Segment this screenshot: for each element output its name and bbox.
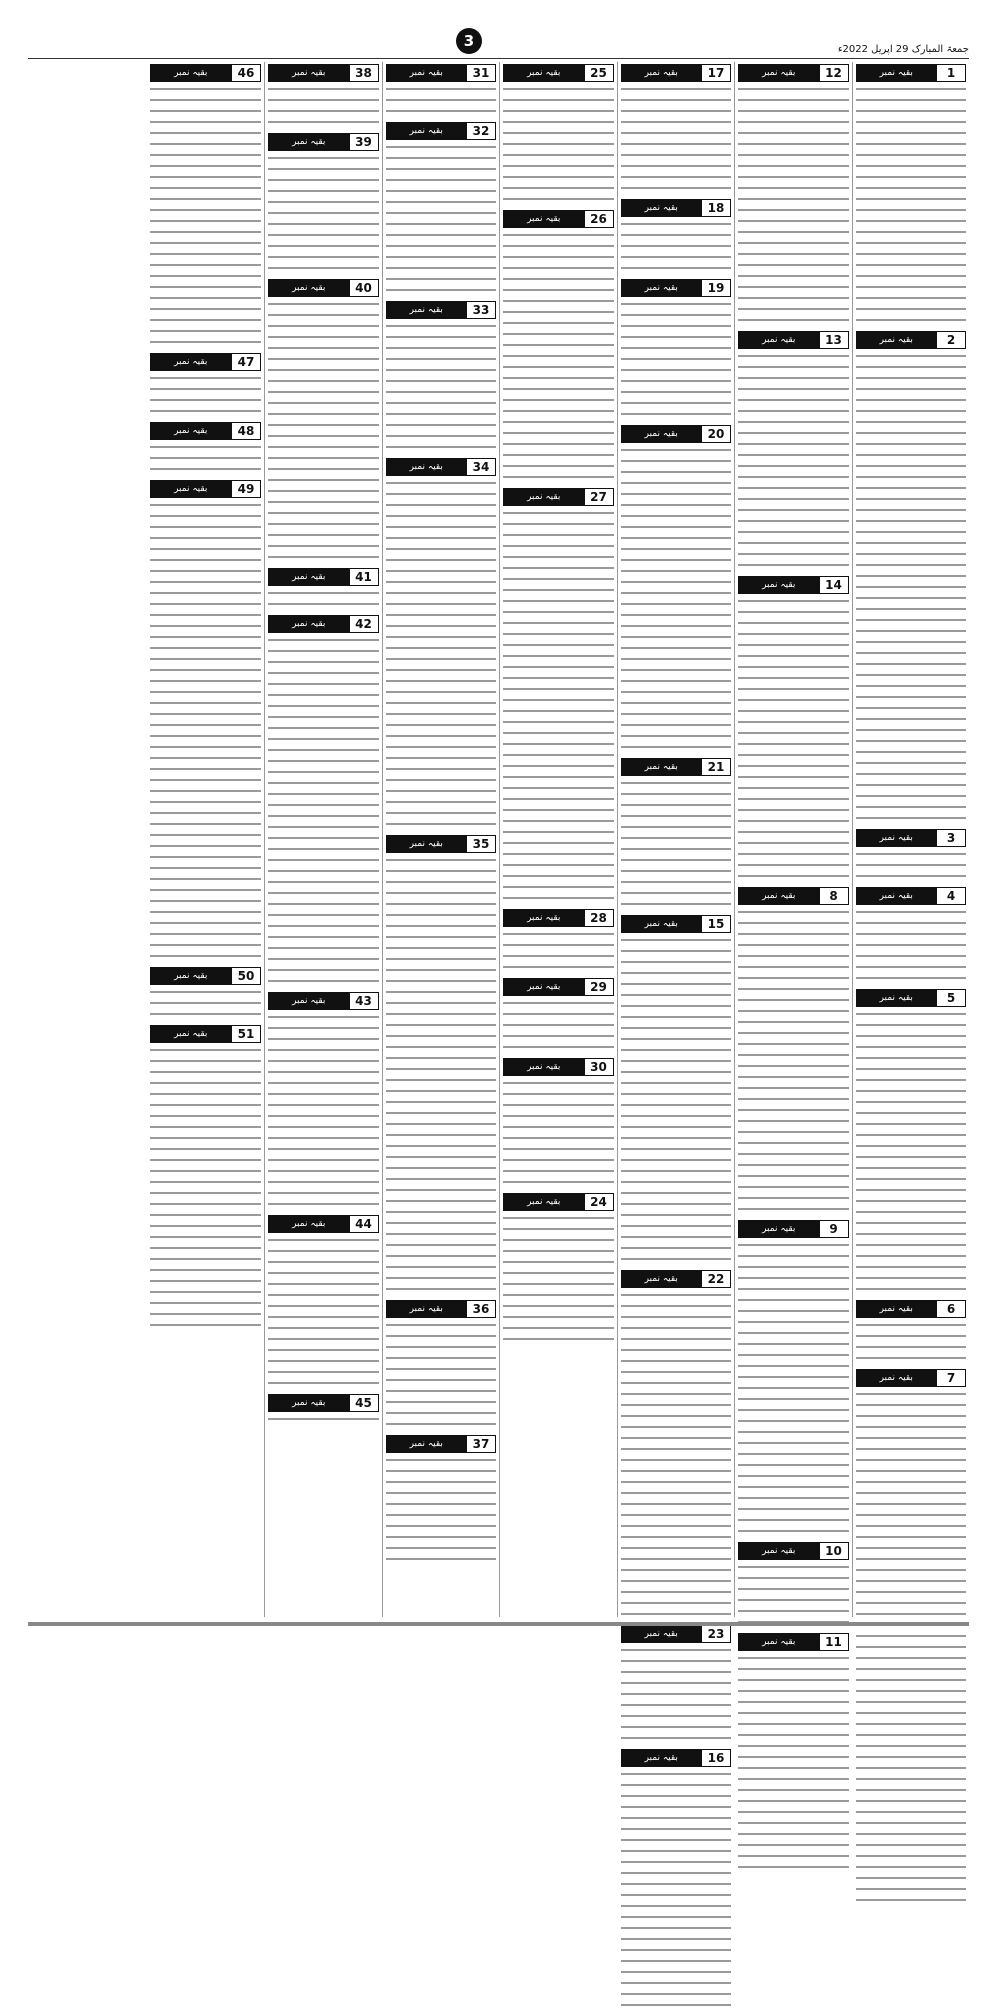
continuation-number: 16 (701, 1750, 730, 1766)
continuation-item (386, 64, 497, 118)
newspaper-page (28, 28, 969, 1765)
continuation-number: 47 (231, 354, 260, 370)
continuation-label: بقیہ نمبر (622, 200, 702, 216)
continuation-header (268, 615, 379, 633)
continuation-item (503, 488, 614, 905)
continuation-number: 38 (349, 65, 378, 81)
continuation-number: 44 (349, 1216, 378, 1232)
continuation-label: بقیہ نمبر (857, 1370, 937, 1386)
continuation-label: بقیہ نمبر (622, 65, 702, 81)
continuation-number: 37 (466, 1436, 495, 1452)
continuation-number: 43 (349, 993, 378, 1009)
continuation-header (621, 915, 732, 933)
continuation-body-text (856, 85, 967, 327)
continuation-number: 29 (584, 979, 613, 995)
continuation-number: 31 (466, 65, 495, 81)
continuation-body-text (268, 636, 379, 988)
continuation-item (738, 64, 849, 327)
continuation-body-text (738, 1654, 849, 1874)
continuation-label: بقیہ نمبر (387, 1436, 467, 1452)
continuation-item (386, 1300, 497, 1431)
continuation-body-text (856, 908, 967, 985)
continuation-body-text (386, 1456, 497, 1566)
continuation-item (150, 353, 262, 418)
continuation-number: 28 (584, 910, 613, 926)
continuation-item (150, 64, 262, 349)
continuation-item (856, 887, 967, 985)
continuation-label: بقیہ نمبر (739, 888, 819, 904)
continuation-item (621, 1749, 732, 2012)
continuation-item (738, 576, 849, 883)
continuation-item (621, 425, 732, 754)
continuation-number: 33 (466, 302, 495, 318)
continuation-number: 46 (231, 65, 260, 81)
continuation-item (503, 1058, 614, 1189)
continuation-label: بقیہ نمبر (857, 332, 937, 348)
continuation-label: بقیہ نمبر (151, 481, 232, 497)
continuation-header (856, 829, 967, 847)
continuation-item (386, 301, 497, 454)
continuation-body-text (621, 85, 732, 195)
continuation-item (856, 331, 967, 825)
continuation-body-text (503, 85, 614, 206)
continuation-header (386, 1300, 497, 1318)
continuation-header (386, 1435, 497, 1453)
continuation-number: 39 (349, 134, 378, 150)
continuation-item (856, 1300, 967, 1365)
continuation-header (738, 887, 849, 905)
continuation-item (856, 64, 967, 327)
continuation-body-text (856, 850, 967, 883)
page-header (28, 28, 969, 59)
continuation-number: 35 (466, 836, 495, 852)
continuation-item (856, 1369, 967, 1907)
continuation-number: 32 (466, 123, 495, 139)
continuation-number: 15 (701, 916, 730, 932)
continuation-item (621, 64, 732, 195)
continuation-header (856, 64, 967, 82)
continuation-label: بقیہ نمبر (622, 1271, 702, 1287)
continuation-item (856, 829, 967, 883)
column-3 (617, 62, 735, 1765)
continuation-header (150, 422, 262, 440)
continuation-label: بقیہ نمبر (151, 1026, 232, 1042)
continuation-label: بقیہ نمبر (151, 65, 232, 81)
continuation-body-text (503, 1214, 614, 1346)
continuation-header (856, 1300, 967, 1318)
continuation-header (621, 279, 732, 297)
continuation-number: 45 (349, 1395, 378, 1411)
continuation-item (268, 615, 379, 988)
continuation-header (386, 64, 497, 82)
continuation-body-text (150, 988, 262, 1021)
continuation-number: 11 (819, 1634, 848, 1650)
continuation-item (268, 568, 379, 611)
continuation-body-text (503, 509, 614, 905)
continuation-number: 3 (936, 830, 965, 846)
continuation-item (268, 1394, 379, 1426)
continuation-number: 27 (584, 489, 613, 505)
continuation-header (621, 1270, 732, 1288)
continuation-header (268, 279, 379, 297)
continuation-body-text (503, 231, 614, 484)
continuation-item (150, 967, 262, 1021)
continuation-label: بقیہ نمبر (269, 569, 349, 585)
continuation-body-text (268, 154, 379, 275)
continuation-label: بقیہ نمبر (504, 979, 584, 995)
continuation-item (503, 64, 614, 206)
continuation-label: بقیہ نمبر (857, 888, 937, 904)
continuation-number: 25 (584, 65, 613, 81)
continuation-item (738, 1542, 849, 1629)
continuation-label: بقیہ نمبر (622, 426, 702, 442)
continuation-body-text (386, 1321, 497, 1431)
continuation-number: 26 (584, 211, 613, 227)
continuation-label: بقیہ نمبر (857, 990, 937, 1006)
continuation-number: 24 (584, 1194, 613, 1210)
continuation-number: 30 (584, 1059, 613, 1075)
continuation-body-text (738, 597, 849, 883)
continuation-label: بقیہ نمبر (387, 65, 467, 81)
continuation-header (503, 909, 614, 927)
continuation-body-text (150, 443, 262, 476)
continuation-body-text (621, 300, 732, 421)
continuation-header (503, 978, 614, 996)
continuation-label: بقیہ نمبر (269, 134, 349, 150)
continuation-body-text (386, 143, 497, 297)
continuation-header (386, 301, 497, 319)
continuation-body-text (503, 930, 614, 974)
continuation-header (150, 1025, 262, 1043)
continuation-body-text (738, 352, 849, 572)
continuation-number: 17 (701, 65, 730, 81)
continuation-number: 48 (231, 423, 260, 439)
continuation-label: بقیہ نمبر (739, 1634, 819, 1650)
continuation-label: بقیہ نمبر (504, 489, 584, 505)
continuation-body-text (268, 1236, 379, 1390)
issue-date: جمعۃ المبارک 29 اپریل 2022ء (837, 44, 969, 55)
continuation-item (738, 1633, 849, 1874)
continuation-body-text (503, 1079, 614, 1189)
continuation-number: 13 (819, 332, 848, 348)
continuation-item (621, 758, 732, 911)
continuation-body-text (738, 1241, 849, 1538)
continuation-item (621, 1270, 732, 1621)
continuation-body-text (150, 1046, 262, 1332)
continuation-number: 22 (701, 1271, 730, 1287)
continuation-item (386, 122, 497, 297)
continuation-body-text (386, 479, 497, 831)
continuation-label: بقیہ نمبر (739, 332, 819, 348)
continuation-body-text (621, 936, 732, 1266)
continuation-item (503, 909, 614, 974)
continuation-body-text (738, 1563, 849, 1629)
continuation-number: 40 (349, 280, 378, 296)
continuation-header (621, 199, 732, 217)
continuation-header (738, 331, 849, 349)
continuation-item (621, 1625, 732, 1745)
continuation-item (738, 1220, 849, 1538)
continuation-body-text (738, 85, 849, 327)
continuation-header (856, 989, 967, 1007)
continuation-body-text (386, 856, 497, 1296)
continuation-number: 19 (701, 280, 730, 296)
continuation-number: 23 (701, 1626, 730, 1642)
continuation-number: 10 (819, 1543, 848, 1559)
continuation-label: بقیہ نمبر (387, 459, 467, 475)
continuation-item (386, 1435, 497, 1566)
continuation-header (621, 758, 732, 776)
continuation-label: بقیہ نمبر (269, 1216, 349, 1232)
continuation-body-text (856, 352, 967, 825)
continuation-label: بقیہ نمبر (857, 830, 937, 846)
column-6 (264, 62, 382, 1617)
continuation-number: 49 (231, 481, 260, 497)
continuation-number: 42 (349, 616, 378, 632)
continuation-body-text (386, 85, 497, 118)
continuation-header (386, 835, 497, 853)
continuation-number: 36 (466, 1301, 495, 1317)
continuation-number: 14 (819, 577, 848, 593)
continuation-header (268, 1394, 379, 1412)
continuation-header (503, 1058, 614, 1076)
continuation-label: بقیہ نمبر (151, 354, 232, 370)
continuation-item (386, 458, 497, 831)
continuation-number: 41 (349, 569, 378, 585)
continuation-header (621, 425, 732, 443)
continuation-body-text (503, 999, 614, 1054)
continuation-header (856, 887, 967, 905)
continuation-body-text (268, 300, 379, 564)
continuation-label: بقیہ نمبر (857, 1301, 937, 1317)
continuation-body-text (268, 1013, 379, 1211)
continuation-header (268, 64, 379, 82)
continuation-number: 12 (819, 65, 848, 81)
continuation-header (150, 64, 262, 82)
continuation-label: بقیہ نمبر (739, 1221, 819, 1237)
continuation-header (856, 1369, 967, 1387)
continuation-body-text (856, 1321, 967, 1365)
continuation-header (621, 64, 732, 82)
continuation-item (503, 210, 614, 484)
continuation-item (268, 64, 379, 129)
column-2 (734, 62, 852, 1649)
continuation-header (386, 122, 497, 140)
continuation-header (738, 64, 849, 82)
continuation-label: بقیہ نمبر (387, 302, 467, 318)
continuation-number: 5 (936, 990, 965, 1006)
continuation-label: بقیہ نمبر (269, 616, 349, 632)
continuation-body-text (268, 589, 379, 611)
continuation-label: بقیہ نمبر (622, 759, 702, 775)
continuation-item (738, 331, 849, 572)
continuation-header (621, 1749, 732, 1767)
continuation-header (268, 992, 379, 1010)
continuation-header (503, 210, 614, 228)
column-7 (147, 62, 265, 1617)
continuation-header (503, 488, 614, 506)
continuation-label: بقیہ نمبر (269, 280, 349, 296)
continuation-header (268, 133, 379, 151)
column-5 (382, 62, 500, 1617)
continuation-body-text (150, 85, 262, 349)
continuation-body-text (621, 779, 732, 911)
continuation-label: بقیہ نمبر (504, 65, 584, 81)
continuation-label: بقیہ نمبر (622, 1626, 702, 1642)
continuation-body-text (856, 1390, 967, 1907)
continuation-label: بقیہ نمبر (622, 916, 702, 932)
continuation-item (268, 279, 379, 564)
continuation-header (738, 576, 849, 594)
continuation-label: بقیہ نمبر (151, 423, 232, 439)
continuation-label: بقیہ نمبر (504, 1059, 584, 1075)
continuation-item (621, 199, 732, 275)
continuation-label: بقیہ نمبر (739, 65, 819, 81)
continuation-item (738, 887, 849, 1216)
continuation-number: 34 (466, 459, 495, 475)
continuation-item (386, 835, 497, 1296)
continuation-label: بقیہ نمبر (269, 65, 349, 81)
continuation-item (268, 992, 379, 1211)
continuation-body-text (621, 446, 732, 754)
continuation-label: بقیہ نمبر (387, 123, 467, 139)
continuation-number: 21 (701, 759, 730, 775)
continuation-body-text (268, 1415, 379, 1426)
continuation-label: بقیہ نمبر (504, 1194, 584, 1210)
continuation-body-text (621, 1291, 732, 1621)
continuation-item (856, 989, 967, 1296)
continuation-header (621, 1625, 732, 1643)
continuation-body-text (856, 1010, 967, 1296)
continuation-header (738, 1220, 849, 1238)
continuation-body-text (386, 322, 497, 454)
continuation-label: بقیہ نمبر (622, 1750, 702, 1766)
continuation-number: 6 (936, 1301, 965, 1317)
continuation-header (150, 967, 262, 985)
continuation-label: بقیہ نمبر (269, 993, 349, 1009)
continuation-item (150, 422, 262, 476)
continuation-number: 7 (936, 1370, 965, 1386)
continuation-number: 18 (701, 200, 730, 216)
continuation-body-text (621, 1646, 732, 1745)
continuation-label: بقیہ نمبر (269, 1395, 349, 1411)
continuation-number: 2 (936, 332, 965, 348)
continuation-label: بقیہ نمبر (151, 968, 232, 984)
continuation-label: بقیہ نمبر (504, 211, 584, 227)
bottom-rule (28, 1622, 969, 1626)
continuation-item (503, 1193, 614, 1346)
continuation-item (503, 978, 614, 1054)
continuation-number: 4 (936, 888, 965, 904)
continuation-header (268, 568, 379, 586)
continuation-header (150, 480, 262, 498)
continuation-body-text (150, 501, 262, 963)
continuation-body-text (621, 220, 732, 275)
continuation-header (268, 1215, 379, 1233)
continuation-body-text (621, 1770, 732, 2012)
continuation-label: بقیہ نمبر (739, 577, 819, 593)
continuation-body-text (738, 908, 849, 1216)
continuation-label: بقیہ نمبر (622, 280, 702, 296)
continuation-number: 1 (936, 65, 965, 81)
continuation-header (503, 64, 614, 82)
column-4 (499, 62, 617, 1617)
continuation-number: 9 (819, 1221, 848, 1237)
continuation-header (856, 331, 967, 349)
continuation-item (268, 1215, 379, 1390)
continuation-item (621, 279, 732, 421)
continuation-body-text (268, 85, 379, 129)
continuation-header (386, 458, 497, 476)
continuation-number: 20 (701, 426, 730, 442)
continuation-label: بقیہ نمبر (387, 836, 467, 852)
columns-area (28, 62, 969, 1765)
continuation-item (621, 915, 732, 1266)
column-1 (852, 62, 970, 1617)
continuation-label: بقیہ نمبر (387, 1301, 467, 1317)
continuation-item (268, 133, 379, 275)
continuation-header (150, 353, 262, 371)
continuation-label: بقیہ نمبر (857, 65, 937, 81)
continuation-body-text (150, 374, 262, 418)
continuation-header (738, 1542, 849, 1560)
continuation-number: 8 (819, 888, 848, 904)
continuation-label: بقیہ نمبر (504, 910, 584, 926)
continuation-item (150, 480, 262, 963)
continuation-number: 51 (231, 1026, 260, 1042)
continuation-header (738, 1633, 849, 1651)
continuation-number: 50 (231, 968, 260, 984)
continuation-item (150, 1025, 262, 1332)
continuation-header (503, 1193, 614, 1211)
page-number: 3 (456, 28, 482, 54)
continuation-label: بقیہ نمبر (739, 1543, 819, 1559)
